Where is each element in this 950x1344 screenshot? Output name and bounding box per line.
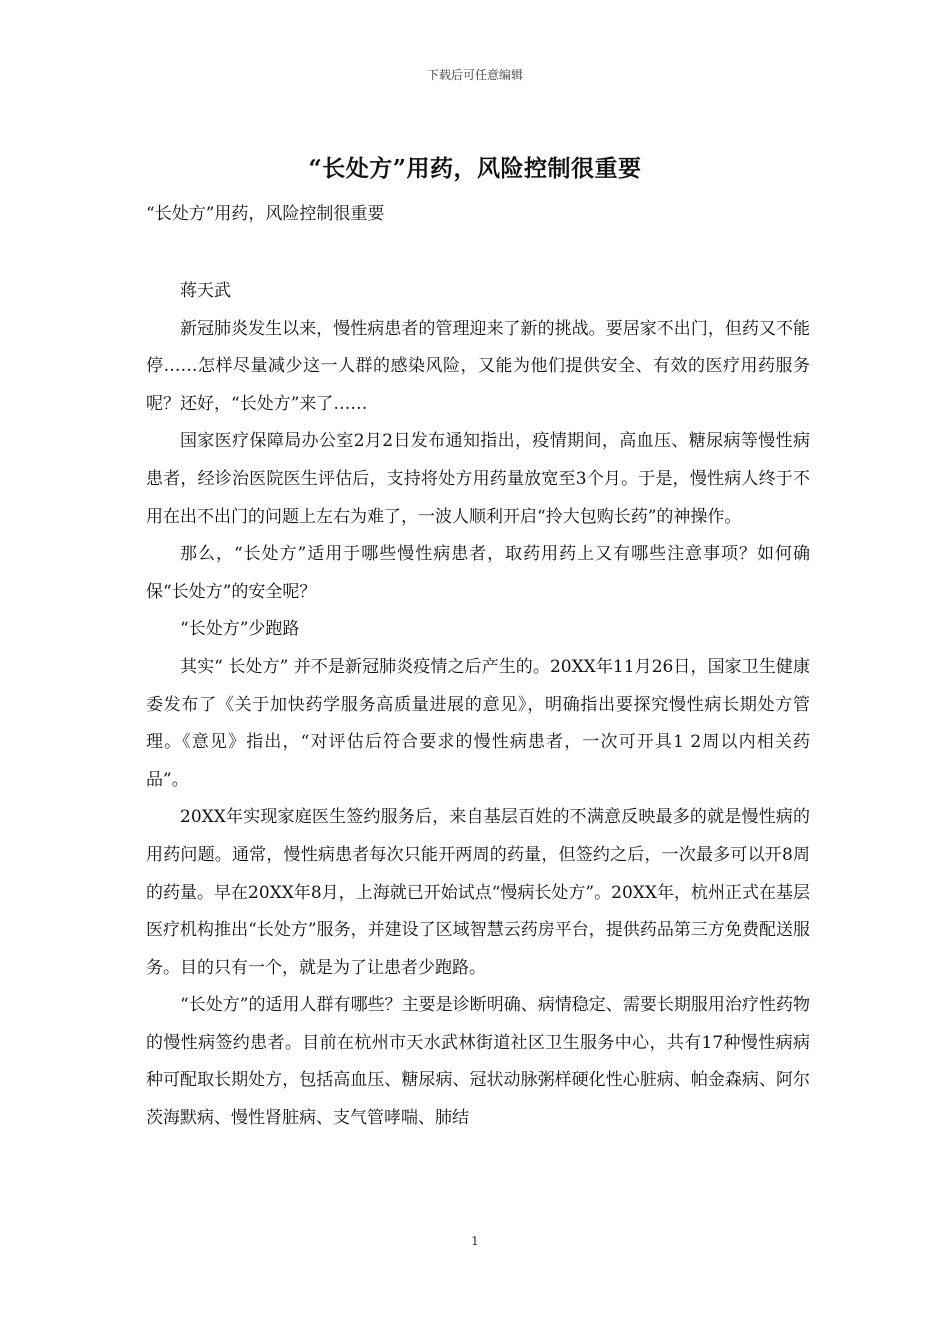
author-line: 蒋天武 (180, 281, 231, 301)
paragraph: 其实“ 长处方” 并不是新冠肺炎疫情之后产生的。20XX年11月26日，国家卫生健康委发布了《关于加快药学服务高质量进展的意见》，明确指出要探究慢性病长期处方管理。《意见》指出，“对评估后符合要求的慢性病患者，一次可开具1 2周以内相关药品”。 (146, 656, 810, 790)
document-subtitle: “长处方”用药，风险控制很重要 (146, 204, 385, 224)
document-title: “长处方”用药，风险控制很重要 (308, 155, 642, 182)
header-note: 下载后可任意编辑 (426, 68, 523, 82)
paragraph: 国家医疗保障局办公室2月2日发布通知指出，疫情期间，高血压、糖尿病等慢性病患者，经诊治医院医生评估后，支持将处方用药量放宽至3个月。于是，慢性病人终于不用在出不出门的问题上左右为难了，一波人顺利开启“拎大包购长药”的神操作。 (146, 431, 810, 527)
paragraph: 那么，“长处方”适用于哪些慢性病患者，取药用药上又有哪些注意事项？如何确保“长处方”的安全呢？ (146, 544, 810, 602)
section-heading: “长处方”少跑路 (180, 619, 300, 640)
paragraph: “长处方”的适用人群有哪些？主要是诊断明确、病情稳定、需要长期服用治疗性药物的慢性病签约患者。目前在杭州市天水武林街道社区卫生服务中心，共有17种慢性病病种可配取长期处方，包括高血压、糖尿病、冠状动脉粥样硬化性心脏病、帕金森病、阿尔茨海默病、慢性肾脏病、支气管哮喘、肺结 (146, 995, 810, 1129)
paragraph: 20XX年实现家庭医生签约服务后，来自基层百姓的不满意反映最多的就是慢性病的用药问题。通常，慢性病患者每次只能开两周的药量，但签约之后，一次最多可以开8周的药量。早在20XX年8月，上海就已开始试点“慢病长处方”。20XX年，杭州正式在基层医疗机构推出“长处方”服务，并建设了区域智慧云药房平台，提供药品第三方免费配送服务。目的只有一个，就是为了让患者少跑路。 (146, 807, 810, 978)
article-body (146, 273, 810, 1138)
page-number: 1 (471, 1234, 479, 1248)
paragraph: 新冠肺炎发生以来，慢性病患者的管理迎来了新的挑战。要居家不出门，但药又不能停……怎样尽量减少这一人群的感染风险，又能为他们提供安全、有效的医疗用药服务呢？还好，“长处方”来了…… (146, 318, 810, 414)
